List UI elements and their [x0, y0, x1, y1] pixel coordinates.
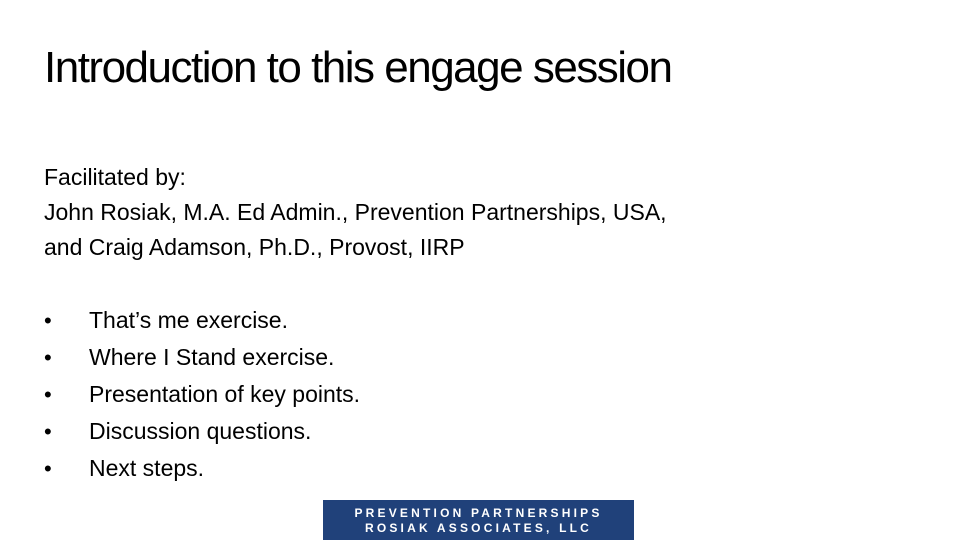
list-item-text: Next steps. [89, 455, 205, 481]
logo-line-1: PREVENTION PARTNERSHIPS [354, 506, 603, 520]
bullet-icon: • [44, 382, 52, 407]
facilitator-line-2: and Craig Adamson, Ph.D., Provost, IIRP [44, 234, 465, 260]
list-item [44, 302, 360, 339]
list-item-text: Presentation of key points. [89, 381, 361, 407]
logo-line-2: ROSIAK ASSOCIATES, LLC [364, 521, 593, 535]
facilitated-by-label: Facilitated by: [44, 164, 186, 190]
list-item-text: That’s me exercise. [89, 307, 288, 333]
list-item [44, 339, 360, 376]
bullet-icon: • [44, 419, 52, 444]
facilitators-block [44, 160, 667, 265]
list-item [44, 376, 360, 413]
bullet-icon: • [44, 456, 52, 481]
prevention-partnerships-logo [323, 500, 634, 540]
list-item-text: Where I Stand exercise. [89, 344, 335, 370]
agenda-list [44, 302, 360, 487]
bullet-icon: • [44, 308, 52, 333]
facilitator-line-1: John Rosiak, M.A. Ed Admin., Prevention Partnerships, USA, [44, 199, 667, 225]
list-item [44, 450, 360, 487]
bullet-icon: • [44, 345, 52, 370]
list-item-text: Discussion questions. [89, 418, 312, 444]
list-item [44, 413, 360, 450]
slide-title: Introduction to this engage session [44, 43, 672, 92]
